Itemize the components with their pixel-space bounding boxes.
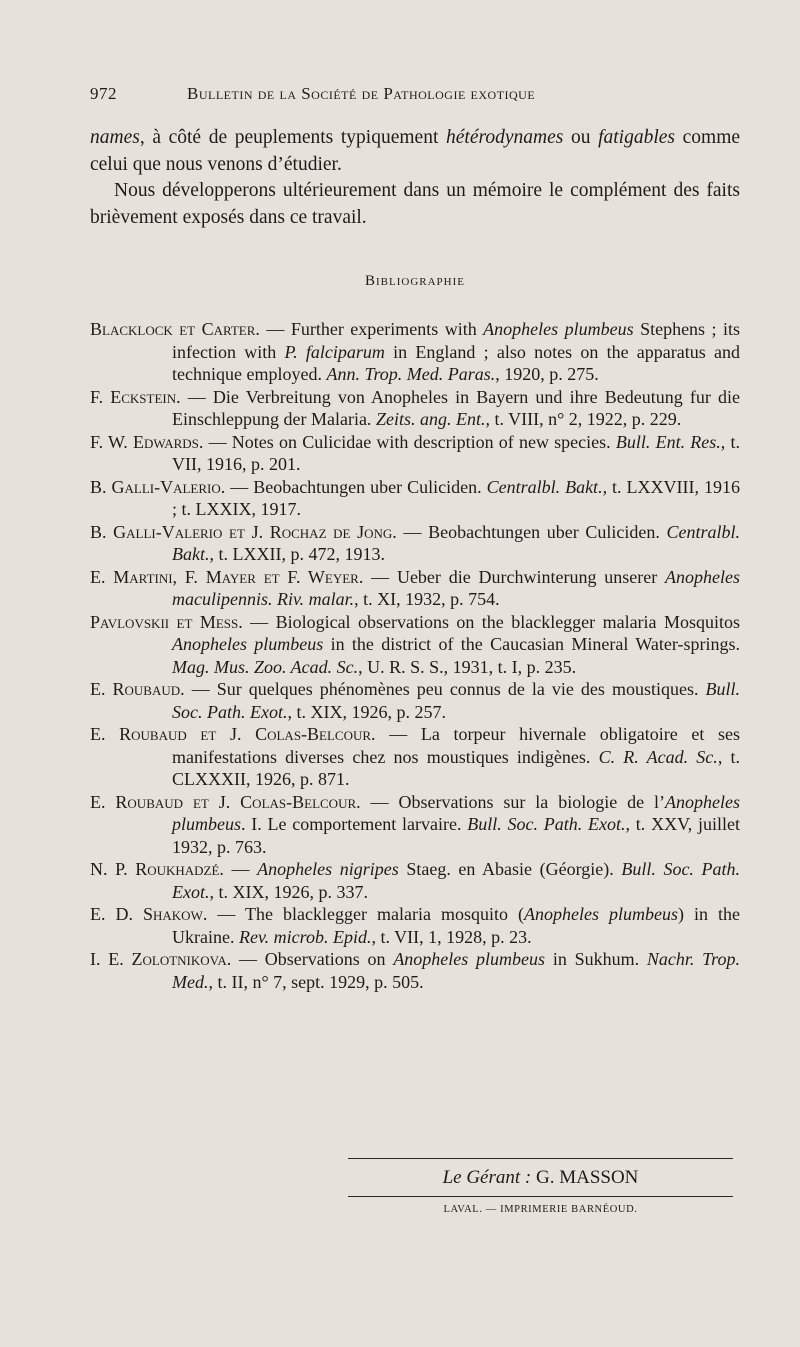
- intro-paragraph-2: [90, 178, 740, 231]
- intro-paragraph-1: [90, 125, 740, 178]
- italic-text: Rev. microb. Epid.: [238, 926, 372, 947]
- reference-author: E. Roubaud et J. Colas-Belcour.: [90, 791, 361, 812]
- text-run: — Beobachtungen uber Culiciden.: [225, 476, 487, 497]
- text-run: — The blacklegger malaria mosquito (: [207, 904, 524, 924]
- italic-text: names: [90, 127, 140, 148]
- text-run: — Die Verbreitung von Anopheles in Bayern und ihre Bedeutung fur die Einschleppung der Malaria.: [172, 386, 740, 429]
- bibliography-list: [90, 318, 740, 993]
- text-run: —: [223, 859, 258, 879]
- italic-text: Mag. Mus. Zoo. Acad. Sc.: [172, 656, 359, 677]
- reference-author: B. Galli-Valerio.: [90, 476, 226, 497]
- text-run: — La torpeur hivernale obligatoire et ses manifestations diverses chez nos moustiques indigènes.: [172, 724, 740, 767]
- italic-text: Nachr. Trop. Med.: [172, 949, 740, 992]
- text-run: in the district of the Caucasian Mineral Water-springs.: [323, 634, 740, 654]
- gerant-line: [348, 1167, 733, 1189]
- text-run: , à côté de peuplements typiquement: [139, 127, 446, 148]
- text-run: — Further experiments with: [259, 319, 484, 339]
- reference-author: F. Eckstein.: [90, 386, 181, 407]
- reference-author: Blacklock et Carter.: [90, 319, 260, 339]
- text-run: , U. R. S. S., 1931, t. I, p. 235.: [358, 656, 577, 677]
- italic-text: Zeits. ang. Ent.: [375, 409, 486, 429]
- reference-entry: [90, 318, 740, 386]
- italic-text: P. falciparum: [284, 341, 385, 362]
- italic-text: Anopheles plumbeus: [524, 904, 678, 924]
- italic-text: Bull. Soc. Path. Exot.: [172, 679, 740, 722]
- reference-entry: [90, 948, 740, 993]
- text-run: — Beobachtungen uber Culiciden.: [396, 521, 667, 542]
- text-run: — Biological observations on the blacklegger malaria Mosquitos: [242, 611, 740, 632]
- reference-entry: [90, 611, 740, 679]
- reference-entry: [90, 678, 740, 723]
- text-run: Nous développerons ultérieurement dans un mémoire le complément des faits brièvement exposés dans ce travail.: [90, 180, 740, 228]
- reference-author: B. Galli-Valerio et J. Rochaz de Jong.: [90, 521, 397, 542]
- italic-text: Anopheles plumbeus: [172, 791, 741, 834]
- text-run: , t. XIX, 1926, p. 257.: [287, 701, 446, 722]
- italic-text: C. R. Acad. Sc.: [598, 746, 718, 767]
- intro-text: [90, 125, 740, 231]
- reference-entry: [90, 431, 740, 476]
- italic-text: Bull. Soc. Path. Exot.: [467, 814, 626, 834]
- text-run: ou: [563, 127, 599, 148]
- text-run: , t. VII, 1916, p. 201.: [172, 431, 740, 474]
- text-run: — Sur quelques phénomènes peu connus de la vie des moustiques.: [184, 679, 706, 699]
- text-run: , t. VIII, n° 2, 1922, p. 229.: [485, 409, 682, 429]
- italic-text: Anopheles plumbeus: [172, 634, 324, 654]
- italic-text: Centralbl. Bakt.: [486, 476, 603, 497]
- page-number: 972: [90, 84, 117, 103]
- text-run: Stephens ; its infection with: [172, 319, 740, 362]
- reference-entry: [90, 858, 740, 903]
- text-run: — Observations sur la biologie de l’: [360, 791, 666, 812]
- italic-text: Anopheles plumbeus: [393, 949, 546, 969]
- reference-entry: [90, 476, 740, 521]
- italic-text: Bull. Ent. Res.: [615, 431, 721, 452]
- footer-rule-top: [348, 1158, 733, 1159]
- text-run: in Sukhum.: [545, 949, 647, 969]
- text-run: — Observations on: [231, 949, 394, 969]
- italic-text: Anopheles maculipennis. Riv. malar.: [172, 566, 741, 609]
- reference-author: Pavlovskii et Mess.: [90, 611, 243, 632]
- text-run: , t. VII, 1, 1928, p. 23.: [371, 926, 532, 947]
- text-run: Staeg. en Abasie (Géorgie).: [398, 859, 622, 879]
- footer-rule-bottom: [348, 1196, 733, 1197]
- printer-imprint: LAVAL. — IMPRIMERIE BARNÉOUD.: [443, 1204, 638, 1215]
- reference-author: F. W. Edwards.: [90, 431, 204, 452]
- italic-text: Ann. Trop. Med. Paras.: [326, 364, 496, 384]
- gerant-label: Le Gérant :: [442, 1167, 532, 1188]
- reference-entry: [90, 566, 740, 611]
- reference-author: E. D. Shakow.: [90, 904, 208, 924]
- reference-entry: [90, 723, 740, 791]
- italic-text: Centralbl. Bakt.: [172, 521, 740, 564]
- reference-author: I. E. Zolotnikova.: [90, 949, 232, 969]
- reference-entry: [90, 386, 740, 431]
- text-run: , 1920, p. 275.: [495, 364, 599, 384]
- text-run: , t. CLXXXII, 1926, p. 871.: [172, 746, 741, 789]
- italic-text: fatigables: [598, 127, 675, 148]
- text-run: , t. LXXII, p. 472, 1913.: [209, 544, 385, 564]
- text-run: , t. XIX, 1926, p. 337.: [209, 881, 368, 902]
- italic-text: Bull. Soc. Path. Exot.: [172, 859, 741, 902]
- bibliography-heading: Bibliographie: [365, 273, 465, 289]
- text-run: , t. II, n° 7, sept. 1929, p. 505.: [208, 971, 424, 992]
- text-run: — Ueber die Durchwinterung unserer: [363, 566, 666, 587]
- italic-text: Anopheles plumbeus: [483, 319, 634, 339]
- text-run: comme celui que nous venons d’étudier.: [90, 127, 741, 175]
- reference-entry: [90, 791, 740, 859]
- reference-entry: [90, 521, 740, 566]
- page-header: [90, 84, 740, 114]
- italic-text: Anopheles nigripes: [257, 859, 399, 879]
- reference-author: E. Roubaud et J. Colas-Belcour.: [90, 724, 376, 744]
- text-run: ) in the Ukraine.: [172, 904, 740, 947]
- running-title: Bulletin de la Société de Pathologie exotique: [187, 84, 536, 103]
- text-run: , t. XXV, juillet 1932, p. 763.: [172, 814, 741, 857]
- reference-author: E. Martini, F. Mayer et F. Weyer.: [90, 566, 364, 587]
- text-run: , t. LXXVIII, 1916 ; t. LXXIX, 1917.: [172, 476, 740, 519]
- reference-author: E. Roubaud.: [90, 679, 185, 699]
- reference-author: N. P. Roukhadzé.: [90, 859, 224, 879]
- text-run: . I. Le comportement larvaire.: [241, 814, 468, 834]
- text-run: — Notes on Culicidae with description of new species.: [203, 431, 616, 452]
- text-run: , t. XI, 1932, p. 754.: [354, 589, 500, 609]
- gerant-name: G. MASSON: [535, 1167, 639, 1188]
- reference-entry: [90, 903, 740, 948]
- text-run: in England ; also notes on the apparatus and technique employed.: [172, 341, 740, 384]
- italic-text: hétérodynames: [446, 127, 564, 148]
